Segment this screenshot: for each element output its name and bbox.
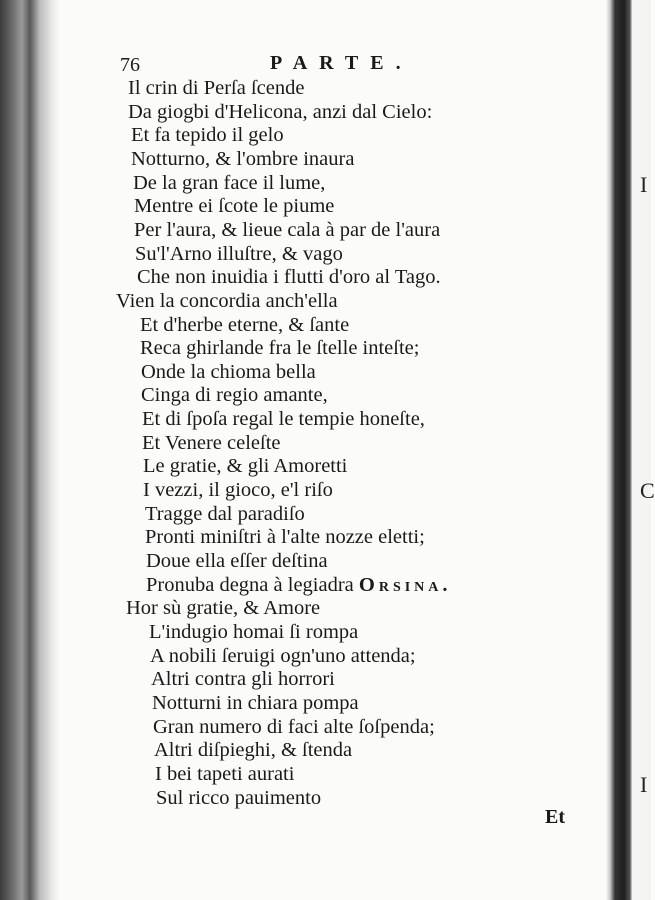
verse-line	[140, 315, 349, 336]
verse-line-text: Notturno, & l'ombre inaura	[131, 147, 355, 170]
verse-line	[155, 764, 294, 785]
verse-line	[146, 575, 452, 596]
next-page-letter: I	[640, 772, 648, 797]
next-page-letter: I	[640, 172, 648, 197]
next-page-letter: C	[640, 478, 655, 503]
verse-line	[128, 78, 304, 99]
verse-line-text: Et d'herbe eterne, & ſante	[140, 313, 350, 336]
verse-line-text: Tragge dal paradiſo	[145, 502, 305, 525]
verse-line-text: De la gran face il lume,	[133, 171, 326, 194]
verse-line-text: Altri contra gli horrori	[151, 668, 335, 691]
verse-line	[153, 717, 435, 738]
verse-line-text: Che non inuidia i flutti d'oro al Tago.	[137, 266, 441, 289]
verse-line	[131, 125, 284, 146]
verse-line	[134, 220, 440, 241]
verse-line-text: Doue ella eſſer deſtina	[146, 550, 328, 572]
verse-line	[152, 693, 359, 714]
verse-line-text: A nobili ſeruigi ogn'uno attenda;	[150, 644, 416, 667]
verse-line-text: Su'l'Arno illuſtre, & vago	[135, 242, 343, 265]
verse-line-text: Da giogbi d'Helicona, anzi dal Cielo:	[128, 100, 433, 123]
verse-line	[134, 196, 334, 217]
verse-line-text: I bei tapeti aurati	[155, 762, 295, 785]
verse-line-text: Et fa tepido il gelo	[131, 124, 284, 147]
verse-line-text: Pronuba degna à legiadra	[146, 573, 359, 596]
proper-name-orsina: Orsina.	[358, 573, 452, 596]
catchword: Et	[545, 806, 565, 828]
verse-line	[143, 456, 347, 477]
verse-line-text: Il crin di Perſa ſcende	[128, 77, 305, 99]
running-title: PARTE.	[270, 52, 413, 74]
verse-line	[135, 244, 343, 265]
verse-line-text: Mentre ei ſcote le piume	[134, 195, 335, 218]
verse-line-text: Pronti miniſtri à l'alte nozze eletti;	[145, 526, 425, 549]
verse-line-text: Cinga di regio amante,	[141, 384, 328, 407]
verse-line	[128, 102, 432, 123]
verse-line	[142, 409, 425, 430]
verse-line	[151, 669, 335, 690]
verse-line	[133, 173, 325, 194]
verse-line-text: Gran numero di faci alte ſoſpenda;	[153, 715, 435, 738]
verse-line-text: L'indugio homai ſi rompa	[149, 620, 359, 643]
verse-line	[116, 291, 338, 312]
verse-line-text: Le gratie, & gli Amoretti	[143, 455, 348, 478]
verse-line-text: Onde la chioma bella	[141, 360, 316, 383]
verse-line	[149, 622, 358, 643]
verse-line	[140, 338, 419, 359]
verse-line	[126, 598, 320, 619]
verse-line-text: Altri diſpieghi, & ſtenda	[154, 739, 353, 762]
verse-line-text: Et di ſpoſa regal le tempie honeſte,	[142, 408, 425, 431]
verse-line	[150, 646, 416, 667]
verse-line	[156, 788, 321, 809]
verse-line-text: Sul ricco pauimento	[156, 786, 322, 809]
verse-line-text: Notturni in chiara pompa	[152, 691, 359, 714]
verse-line	[141, 385, 328, 406]
verse-line	[154, 740, 352, 761]
verse-line	[141, 362, 316, 383]
verse-line-text: Reca ghirlande fra le ſtelle inteſte;	[140, 337, 420, 360]
book-gutter-shadow	[0, 0, 60, 900]
verse-line	[142, 433, 281, 454]
verse-line	[145, 527, 425, 548]
verse-line-text: Vien la concordia anch'ella	[116, 289, 338, 312]
verse-line-text: Per l'aura, & lieue cala à par de l'aura	[134, 218, 441, 241]
verse-line	[131, 149, 354, 170]
verse-line	[137, 267, 441, 288]
verse-line-text: I vezzi, il gioco, e'l riſo	[143, 479, 333, 502]
verse-line	[146, 551, 328, 572]
next-page-strip	[632, 0, 651, 900]
verse-line-text: Et Venere celeſte	[142, 431, 281, 454]
verse-line	[143, 480, 333, 501]
page-edge-shadow	[606, 0, 632, 900]
verse-line-text: Hor sù gratie, & Amore	[126, 597, 321, 620]
verse-line	[145, 504, 305, 525]
page-number: 76	[120, 54, 140, 76]
